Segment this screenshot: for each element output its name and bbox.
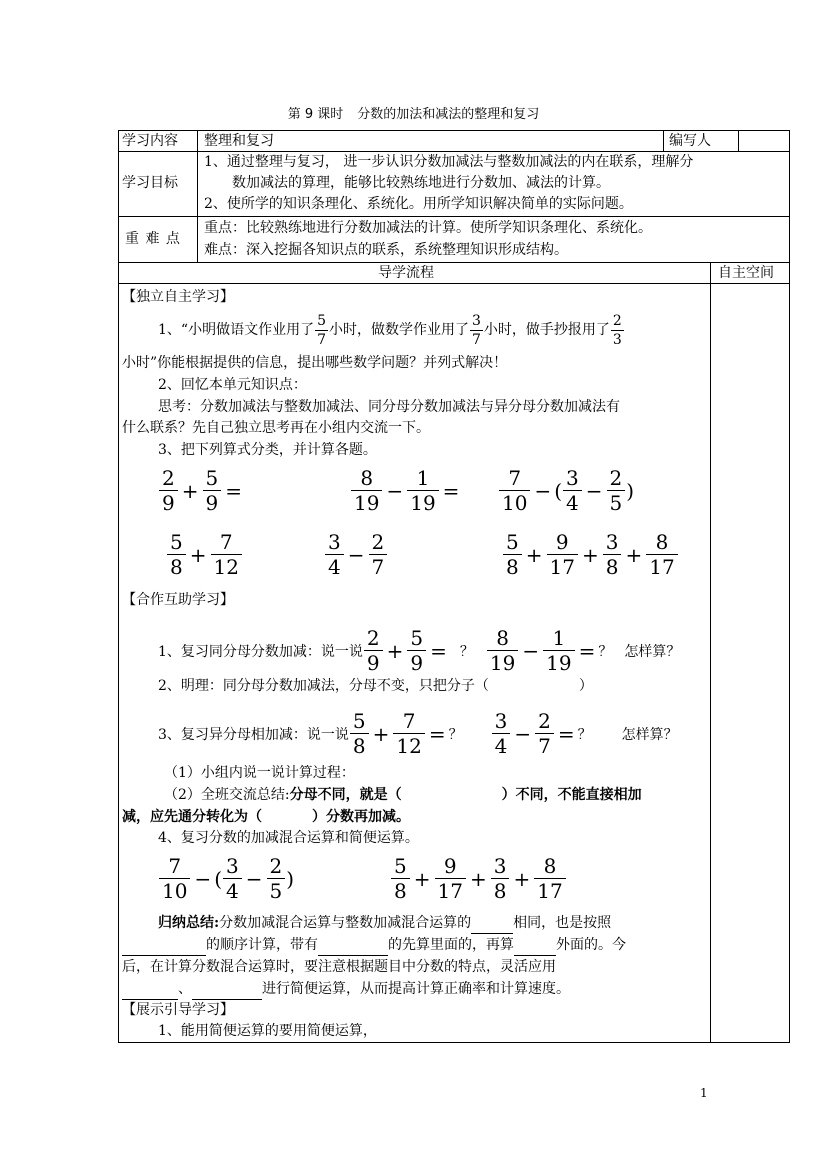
expression-mixed-1: $\frac{7}{10}$ − ( $\frac{3}{4}$ − $\frac{2}{5}$ ) [158,856,294,906]
keypoint-line-1: 重点：比较熟练地进行分数加减法的计算。使所学知识条理化、系统化。 [204,220,652,236]
goal-line-2: 数加减法的算理，能够比较熟练地进行分数加、减法的计算。 [232,175,610,191]
flow-label: 导学流程 [378,265,434,281]
review-4: 4、复习分数的加减混合运算和简便运算。 [158,830,419,846]
section-heading-cooperative: 【合作互助学习】 [122,592,234,608]
content-label: 学习内容 [122,133,178,149]
question-2: 2、回忆本单元知识点： [158,377,307,393]
fraction-5-7: $\frac{5}{7}$ [317,312,326,348]
lesson-number: 第 9 课时 [287,107,344,122]
space-label: 自主空间 [718,265,774,281]
step-1: （1）小组内说一说计算过程： [164,765,355,781]
think-line-2: 什么联系？先自己独立思考再在小组内交流一下。 [122,420,430,436]
summary-line-3: 后，在计算分数混合运算时，要注意根据题目中分数的特点，灵活应用 [122,959,556,975]
step-2: （2）全班交流总结:分母不同，就是（ ）不同，不能直接相加 [164,787,642,803]
section-heading-guided: 【展示引导学习】 [122,1002,234,1018]
q1-text-b: 小时，做数学作业用了 [329,322,469,338]
keypoint-line-2: 难点：深入挖掘各知识点的联系，系统整理知识形成结构。 [204,242,568,258]
content-value: 整理和复习 [204,133,274,149]
q1-text-c: 小时，做手抄报用了 [483,322,610,338]
expression-1: $\frac{2}{9}$ + $\frac{5}{9}$ = [158,468,245,518]
expression-5: $\frac{3}{4}$ − $\frac{2}{7}$ [324,532,388,582]
q1-text-a: 1、“小明做语文作业用了 [158,322,315,338]
question-1 [158,312,625,348]
step-2-cont: 减，应先通分转化为（ ）分数再加减。 [122,809,410,825]
page-title [0,103,827,122]
review-1: 1、复习同分母分数加减：说一说 $\frac{2}{9}$ + $\frac{5}{9}$ = ？ $\frac{8}{19}$ − $\frac{1}{19}$ = ？ 怎样算？ [158,626,681,675]
expression-3: $\frac{7}{10}$ − ( $\frac{3}{4}$ − $\frac{2}{5}$ ) [498,468,634,518]
goals-label: 学习目标 [122,175,178,191]
lesson-topic: 分数的加法和减法的整理和复习 [357,107,540,122]
goal-line-3: 2、使所学的知识条理化、系统化。用所学知识解决简单的实际问题。 [204,196,633,212]
keypoints-label: 重 难 点 [125,231,181,247]
question-3: 3、把下列算式分类，并计算各题。 [158,442,377,458]
fraction-2-3: $\frac{2}{3}$ [612,312,622,348]
page-number: 1 [700,1086,708,1100]
goal-line-1: 1、通过整理与复习， 进一步认识分数加减法与整数加减法的内在联系，理解分 [204,154,694,170]
fraction-3-7: $\frac{3}{7}$ [472,312,481,348]
guided-line-1: 1、能用简便运算的要用简便运算， [158,1023,377,1039]
expression-6: $\frac{5}{8}$ + $\frac{9}{17}$ + $\frac{3}{8}$ + $\frac{8}{17}$ [502,532,679,582]
think-line-1: 思考：分数加减法与整数加减法、同分母分数加减法与异分母分数加减法有 [158,399,620,415]
expression-4: $\frac{5}{8}$ + $\frac{7}{12}$ [166,532,243,582]
summary-line-1: 归纳总结:分数加减混合运算与整数加减混合运算的 相同，也是按照 [158,913,611,934]
summary-line-4: 、 进行简便运算，从而提高计算正确率和计算速度。 [122,979,570,1000]
expression-2: $\frac{8}{19}$ − $\frac{1}{19}$ = [350,468,462,518]
section-heading-independent: 【独立自主学习】 [122,289,234,305]
author-label: 编写人 [669,133,711,149]
expression-mixed-2: $\frac{5}{8}$ + $\frac{9}{17}$ + $\frac{3}{8}$ + $\frac{8}{17}$ [390,856,567,906]
q1-line-2: 小时”你能根据提供的信息，提出哪些数学问题？并列式解决！ [122,355,508,371]
summary-line-2: 的顺序计算，带有 的先算里面的，再算 外面的。今 [122,935,626,956]
review-3: 3、复习异分母相加减：说一说 $\frac{5}{8}$ + $\frac{7}{12}$ = ？ $\frac{3}{4}$ − $\frac{2}{7}$ = ？ 怎样算？ [158,709,678,758]
review-2: 2、明理：同分母分数加减法，分母不变，只把分子（ ） [158,678,593,694]
